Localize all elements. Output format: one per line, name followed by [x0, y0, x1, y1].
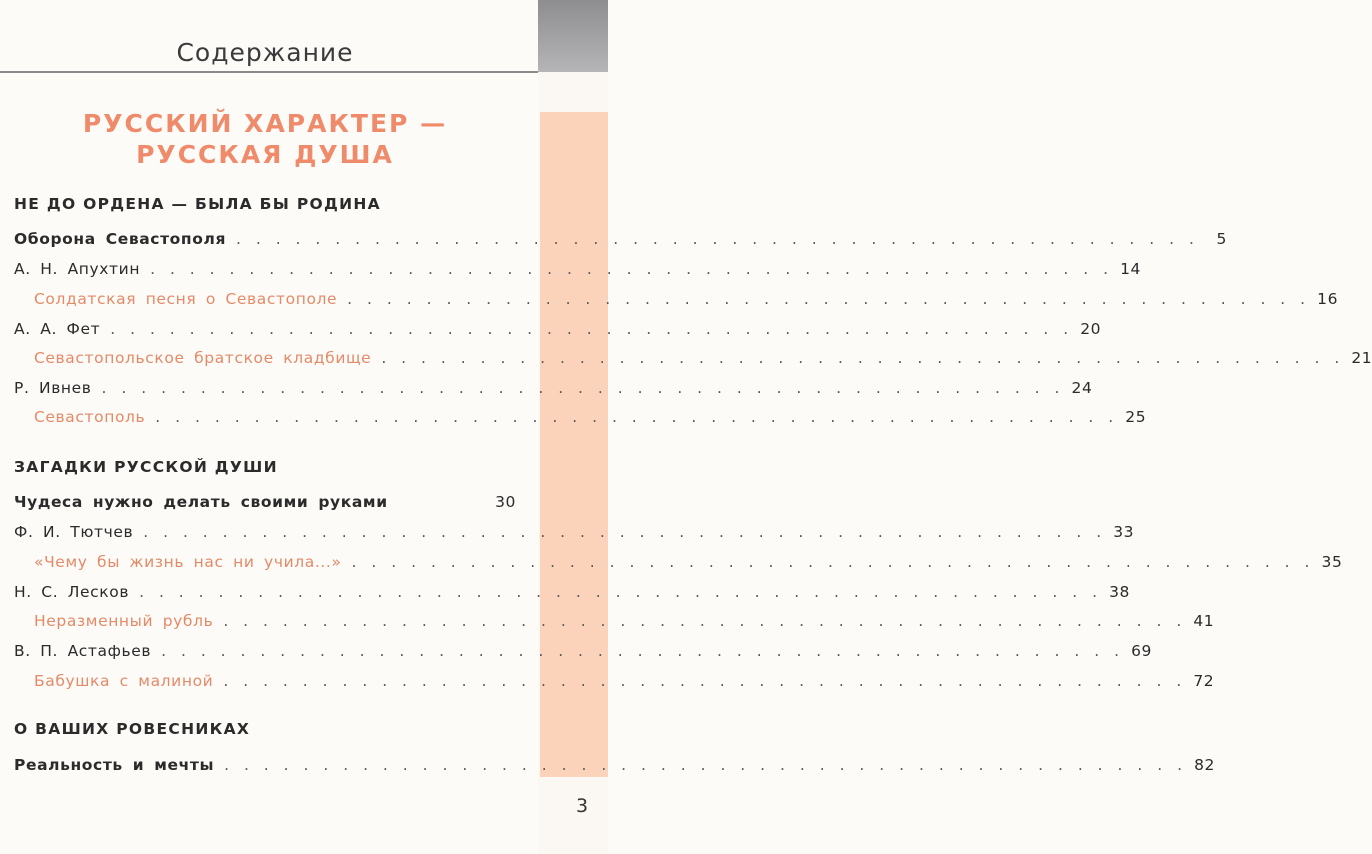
entry-page: 38: [1109, 583, 1131, 601]
part-heading-2: ЗАГАДКИ РУССКОЙ ДУШИ: [14, 458, 278, 476]
part-heading-1: НЕ ДО ОРДЕНА — БЫЛА БЫ РОДИНА: [14, 195, 381, 213]
toc-entry[interactable]: [14, 493, 516, 517]
leader-dots: . . . . . . . . . . . . . . . . . . . . . . . . . . . . . . . . . . . . . . . . . . . . . . . . .: [223, 612, 1185, 630]
title-divider: [0, 71, 538, 73]
section-title: [0, 108, 530, 170]
entry-page: 5: [1216, 230, 1227, 248]
entry-page: 72: [1193, 672, 1215, 690]
entry-page: 33: [1113, 523, 1135, 541]
toc-entry[interactable]: [14, 583, 1131, 607]
toc-entry[interactable]: [14, 230, 1227, 254]
toc-entry[interactable]: [14, 408, 1147, 432]
entry-page: 21: [1351, 349, 1372, 367]
leader-dots: . . . . . . . . . . . . . . . . . . . . . . . . . . . . . . . . . . . . . . . . . . . . . . . . .: [223, 672, 1185, 690]
section-title-line-1: РУССКИЙ ХАРАКТЕР —: [82, 109, 448, 138]
entry-page: 16: [1317, 290, 1339, 308]
entry-page: 41: [1193, 612, 1215, 630]
entry-title: Реальность и мечты: [14, 756, 215, 774]
leader-dots: . . . . . . . . . . . . . . . . . . . . . . . . . . . . . . . . . . . . . . . . . . . . . . . . .: [236, 230, 1197, 248]
part-heading-3: О ВАШИХ РОВЕСНИКАХ: [14, 720, 251, 738]
entry-page: 20: [1080, 320, 1102, 338]
entry-title: Оборона Севастополя: [14, 230, 226, 248]
leader-dots: . . . . . . . . . . . . . . . . . . . . . . . . . . . . . . . . . . . . . . . . . . . . . . . . .: [139, 583, 1101, 601]
entry-title: Чудеса нужно делать своими руками: [14, 493, 388, 511]
leader-dots: . . . . . . . . . . . . . . . . . . . . . . . . . . . . . . . . . . . . . . . . . . . . . . . . .: [351, 553, 1313, 571]
entry-page: 25: [1125, 408, 1147, 426]
toc-entry[interactable]: [14, 672, 1215, 696]
leader-dots: . . . . . . . . . . . . . . . . . . . . . . . . . . . . . . . . . . . . . . . . . . . . . . . . .: [161, 642, 1123, 660]
top-right-shade: [538, 0, 608, 72]
leader-dots: . . . . . . . . . . . . . . . . . . . . . . . . . . . . . . . . . . . . . . . . . . . . . . . . .: [347, 290, 1309, 308]
toc-entry[interactable]: [14, 290, 1339, 314]
leader-dots: . . . . . . . . . . . . . . . . . . . . . . . . . . . . . . . . . . . . . . . . . . . . . . . . .: [110, 320, 1072, 338]
leader-dots: . . . . . . . . . . . . . . . . . . . . . . . . . . . . . . . . . . . . . . . . . . . . . . . . .: [101, 379, 1063, 397]
entry-title: Севастопольское братское кладбище: [34, 349, 372, 367]
leader-dots: . . . . . . . . . . . . . . . . . . . . . . . . . . . . . . . . . . . . . . . . . . . . . . . . .: [381, 349, 1343, 367]
entry-page: 14: [1120, 260, 1142, 278]
leader-dots: . . . . . . . . . . . . . . . . . . . . . . . . . . . . . . . . . . . . . . . . . . . . . . . . .: [224, 756, 1186, 774]
entry-title: Бабушка с малиной: [34, 672, 214, 690]
toc-entry[interactable]: [14, 379, 1093, 403]
entry-title: Севастополь: [34, 408, 146, 426]
toc-entry[interactable]: [14, 612, 1215, 636]
entry-page: 30: [495, 493, 516, 511]
toc-entry[interactable]: [14, 320, 1102, 344]
toc-entry[interactable]: [14, 553, 1343, 577]
entry-page: 82: [1194, 756, 1216, 774]
toc-entry[interactable]: [14, 642, 1153, 666]
toc-entry[interactable]: [14, 260, 1142, 284]
toc-entry[interactable]: [14, 756, 1216, 780]
entry-title: «Чему бы жизнь нас ни учила...»: [34, 553, 342, 571]
entry-title: А. Н. Апухтин: [14, 260, 141, 278]
leader-dots: . . . . . . . . . . . . . . . . . . . . . . . . . . . . . . . . . . . . . . . . . . . . . . . . .: [155, 408, 1117, 426]
entry-title: Н. С. Лесков: [14, 583, 130, 601]
entry-title: В. П. Астафьев: [14, 642, 152, 660]
section-title-line-2: РУССКАЯ ДУША: [136, 140, 394, 169]
entry-title: Ф. И. Тютчев: [14, 523, 134, 541]
entry-title: Неразменный рубль: [34, 612, 214, 630]
entry-page: 35: [1321, 553, 1343, 571]
page-number: 3: [576, 795, 589, 817]
entry-page: 24: [1071, 379, 1093, 397]
leader-dots: . . . . . . . . . . . . . . . . . . . . . . . . . . . . . . . . . . . . . . . . . . . . . . . . .: [150, 260, 1112, 278]
page-title: Содержание: [176, 38, 354, 67]
entry-title: Р. Ивнев: [14, 379, 92, 397]
entry-title: Солдатская песня о Севастополе: [34, 290, 338, 308]
leader-dots: . . . . . . . . . . . . . . . . . . . . . . . . . . . . . . . . . . . . . . . . . . . . . . . . .: [143, 523, 1105, 541]
entry-title: А. А. Фет: [14, 320, 101, 338]
toc-entry[interactable]: [14, 523, 1135, 547]
toc-entry[interactable]: [14, 349, 1372, 373]
entry-page: 69: [1131, 642, 1153, 660]
